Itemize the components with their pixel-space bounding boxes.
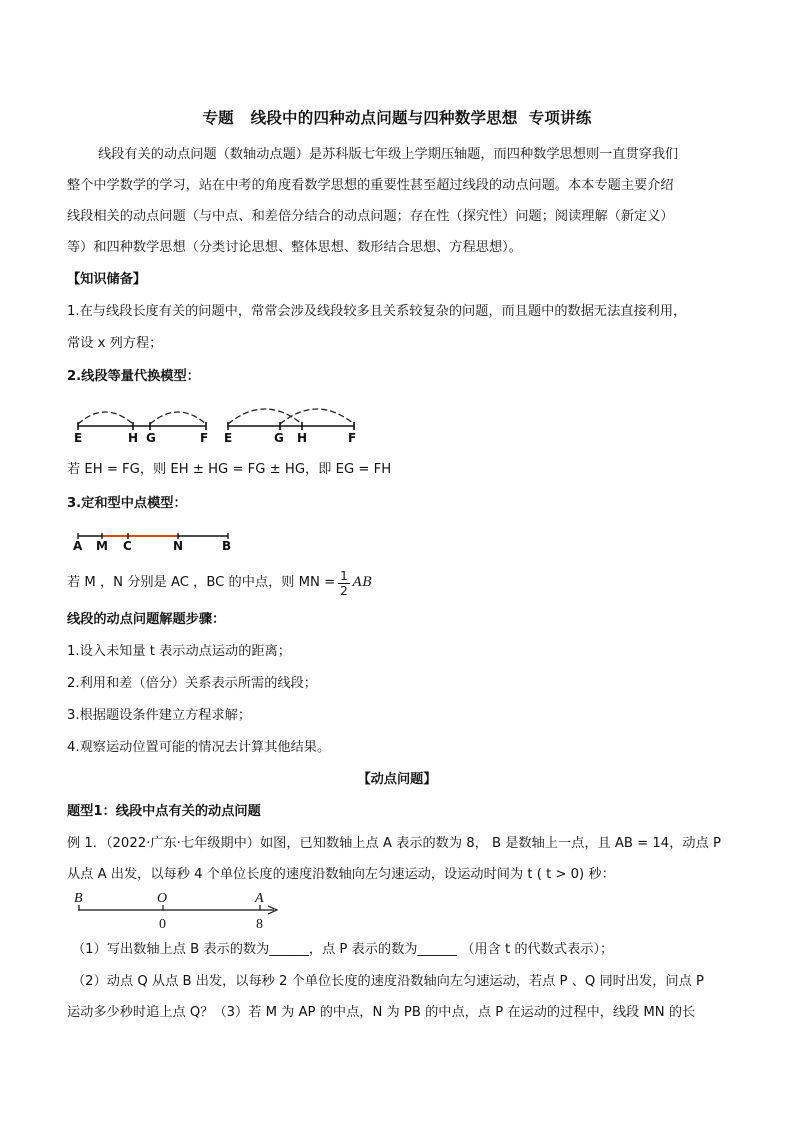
point-label-F: F bbox=[348, 431, 357, 445]
fraction-numerator: 1 bbox=[340, 568, 348, 583]
point-label-G: G bbox=[146, 431, 156, 445]
question-2-line-2: 运动多少秒时追上点 Q？（3）若 M 为 AP 的中点，N 为 PB 的中点，点 P 在运动的过程中，线段 MN 的长 bbox=[67, 1005, 696, 1020]
intro-line-3: 线段相关的动点问题（与中点、和差倍分结合的动点问题；存在性（探究性）问题；阅读理解（新定义） bbox=[67, 209, 674, 224]
steps-heading: 线段的动点问题解题步骤： bbox=[67, 612, 226, 627]
question-2-line-1: （2）动点 Q 从点 B 出发，以每秒 2 个单位长度的速度沿数轴向左匀速运动，若点 P 、Q 同时出发，问点 P bbox=[72, 974, 704, 989]
midpoint-formula bbox=[67, 566, 372, 600]
knowledge-item-1-line-1: 1.在与线段长度有关的问题中，常常会涉及线段较多且关系较复杂的问题，而且题中的数据无法直接利用， bbox=[67, 304, 687, 319]
fraction bbox=[338, 569, 350, 598]
point-label-E: E bbox=[74, 431, 83, 445]
segment-diagram-2 bbox=[220, 400, 370, 446]
section-heading: 【动点问题】 bbox=[357, 772, 437, 787]
point-label-C: C bbox=[123, 539, 132, 553]
knowledge-item-1-line-2: 常设 x 列方程； bbox=[67, 336, 163, 351]
number-line-point-A: A bbox=[255, 891, 264, 906]
point-label-G: G bbox=[274, 431, 284, 445]
equal-substitution-formula: 若 EH = FG，则 EH ± HG = FG ± HG，即 EG = FH bbox=[67, 462, 392, 477]
intro-line-1: 线段有关的动点问题（数轴动点题）是苏科版七年级上学期压轴题，而四种数学思想则一直贯穿我们 bbox=[98, 147, 679, 162]
point-label-H: H bbox=[297, 431, 308, 445]
step-1: 1.设入未知量 t 表示动点运动的距离； bbox=[67, 644, 291, 659]
point-label-N: N bbox=[173, 539, 184, 553]
number-line-point-O: O bbox=[157, 891, 168, 906]
number-line-diagram bbox=[70, 888, 300, 936]
point-label-H: H bbox=[128, 431, 139, 445]
question-type-1-heading: 题型1：线段中点有关的动点问题 bbox=[67, 804, 261, 819]
knowledge-heading: 【知识储备】 bbox=[67, 272, 147, 287]
document-title: 专题 线段中的四种动点问题与四种数学思想 专项讲练 bbox=[202, 109, 592, 127]
point-label-A: A bbox=[73, 539, 83, 553]
intro-line-2: 整个中学数学的学习，站在中考的角度看数学思想的重要性甚至超过线段的动点问题。本本专题主要介绍 bbox=[67, 178, 674, 193]
midpoint-formula-suffix: AB bbox=[352, 575, 373, 590]
step-4: 4.观察运动位置可能的情况去计算其他结果。 bbox=[67, 740, 331, 755]
knowledge-item-3-heading: 3.定和型中点模型： bbox=[67, 496, 187, 511]
example-1-line-1: 例 1．（2022·广东·七年级期中）如图，已知数轴上点 A 表示的数为 8， B 是数轴上一点，且 AB = 14，动点 P bbox=[67, 836, 721, 851]
point-label-B: B bbox=[222, 539, 232, 553]
knowledge-item-2-heading: 2.线段等量代换模型： bbox=[67, 369, 200, 384]
example-1-line-2: 从点 A 出发，以每秒 4 个单位长度的速度沿数轴向左匀速运动，设运动时间为 t ( t > 0) 秒： bbox=[67, 867, 615, 882]
intro-line-4: 等）和四种数学思想（分类讨论思想、整体思想、数形结合思想、方程思想）。 bbox=[67, 240, 522, 255]
point-label-E: E bbox=[224, 431, 233, 445]
segment-diagram-1 bbox=[70, 400, 220, 446]
number-line-tick-8: 8 bbox=[256, 917, 263, 932]
fraction-denominator: 2 bbox=[340, 583, 348, 598]
step-3: 3.根据题设条件建立方程求解； bbox=[67, 708, 252, 723]
number-line-point-B: B bbox=[74, 891, 83, 906]
point-label-F: F bbox=[200, 431, 209, 445]
midpoint-diagram bbox=[70, 528, 240, 558]
number-line-tick-0: 0 bbox=[159, 917, 166, 932]
midpoint-formula-prefix: 若 M ，N 分别是 AC ，BC 的中点，则 MN = bbox=[67, 575, 336, 590]
point-label-M: M bbox=[96, 539, 108, 553]
question-1: （1）写出数轴上点 B 表示的数为______，点 P 表示的数为______ （用含 t 的代数式表示）； bbox=[72, 942, 614, 957]
step-2: 2.利用和差（倍分）关系表示所需的线段； bbox=[67, 676, 317, 691]
